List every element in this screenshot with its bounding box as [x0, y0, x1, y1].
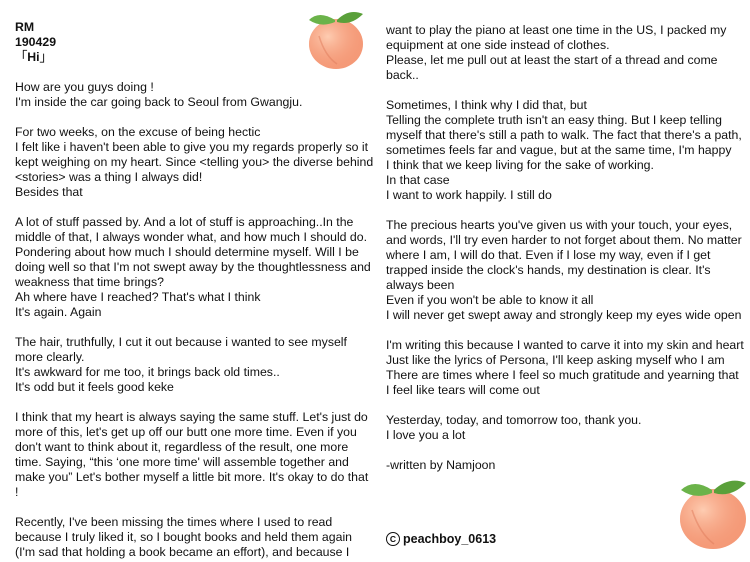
text-line: I think that we keep living for the sake of working. — [386, 158, 654, 172]
text-line: Ah where have I reached? That's what I think — [15, 290, 261, 304]
paragraph-gap — [386, 443, 744, 458]
text-line: Sometimes, I think why I did that, but — [386, 98, 587, 112]
text-line: It's again. Again — [15, 305, 102, 319]
right-column — [386, 23, 744, 473]
paragraph-gap — [386, 398, 744, 413]
text-line: For two weeks, on the excuse of being hectic — [15, 125, 261, 139]
text-line: Yesterday, today, and tomorrow too, thank you. — [386, 413, 642, 427]
right-column-body — [386, 23, 744, 473]
text-line: I love you a lot — [386, 428, 466, 442]
paragraph-gap — [386, 323, 744, 338]
peach-icon — [676, 474, 748, 550]
text-line: I will never get swept away and strongly keep my eyes wide open — [386, 308, 742, 322]
text-line: There are times where I feel so much gratitude and yearning that I feel like tears will come out — [386, 368, 739, 397]
text-line: Besides that — [15, 185, 83, 199]
text-line: I'm writing this because I wanted to carve it into my skin and heart — [386, 338, 744, 352]
text-line: How are you guys doing ! — [15, 80, 154, 94]
text-line: Even if you won't be able to know it all — [386, 293, 594, 307]
text-line: Recently, I've been missing the times where I used to read because I truly liked it, so I bought books and held them again (I'm sad that holding a book became an effort), and because I — [15, 515, 353, 559]
text-line: I think that my heart is always saying the same stuff. Let's just do more of this, let's get up off our butt one more time. Even if you don't want to think about it, regardless of the result, one more time. Saying, “this ‘one more time' will assemble together and make you” Let's bother myself a little bit more. It's okay to do that ! — [15, 410, 369, 499]
text-line: -written by Namjoon — [386, 458, 496, 472]
text-line: A lot of stuff passed by. And a lot of stuff is approaching..In the middle of that, I always wonder what, and how much I should do. Pondering about how much I should determine myself. Will I be doing well so that I'm not swept away by the thoughtlessness and weakness that time brings? — [15, 215, 371, 289]
post-title: 「Hi」 — [15, 50, 52, 64]
text-line: The precious hearts you've given us with your touch, your eyes, and words, I'll try even harder to not forget about them. No matter where I am, I will do that. Even if I lose my way, even if I get trapped inside the clock's hands, my destination is clear. It's always been — [386, 218, 742, 292]
credit-line — [386, 532, 496, 546]
left-column — [15, 20, 375, 560]
text-line: In that case — [386, 173, 450, 187]
credit-handle: peachboy_0613 — [403, 532, 497, 546]
text-line: I want to work happily. I still do — [386, 188, 552, 202]
paragraph-gap — [15, 320, 375, 335]
peach-icon — [305, 6, 365, 70]
text-line: Telling the complete truth isn't an easy thing. But I keep telling myself that there's still a path to walk. The fact that there's a path, sometimes feels far and vague, but at the same time, I'm happy — [386, 113, 742, 157]
text-line: Just like the lyrics of Persona, I'll keep asking myself who I am — [386, 353, 725, 367]
author-name: RM — [15, 20, 35, 34]
paragraph-gap — [15, 500, 375, 515]
paragraph-gap — [15, 395, 375, 410]
paragraph-gap — [15, 110, 375, 125]
paragraph-gap — [15, 200, 375, 215]
text-line: I felt like i haven't been able to give you my regards properly so it kept weighing on my heart. Since <telling you> the diverse behind <stories> was a thing I always did! — [15, 140, 374, 184]
left-column-body — [15, 80, 375, 560]
post-date: 190429 — [15, 35, 57, 49]
text-line: I'm inside the car going back to Seoul from Gwangju. — [15, 95, 303, 109]
paragraph-gap — [386, 83, 744, 98]
text-line: want to play the piano at least one time in the US, I packed my equipment at one side instead of clothes. — [386, 23, 727, 52]
text-line: The hair, truthfully, I cut it out because i wanted to see myself more clearly. — [15, 335, 347, 364]
text-line: It's awkward for me too, it brings back old times.. — [15, 365, 280, 379]
paragraph-gap — [386, 203, 744, 218]
copyright-icon: C — [386, 532, 400, 546]
text-line: Please, let me pull out at least the start of a thread and come back.. — [386, 53, 718, 82]
text-line: It's odd but it feels good keke — [15, 380, 174, 394]
